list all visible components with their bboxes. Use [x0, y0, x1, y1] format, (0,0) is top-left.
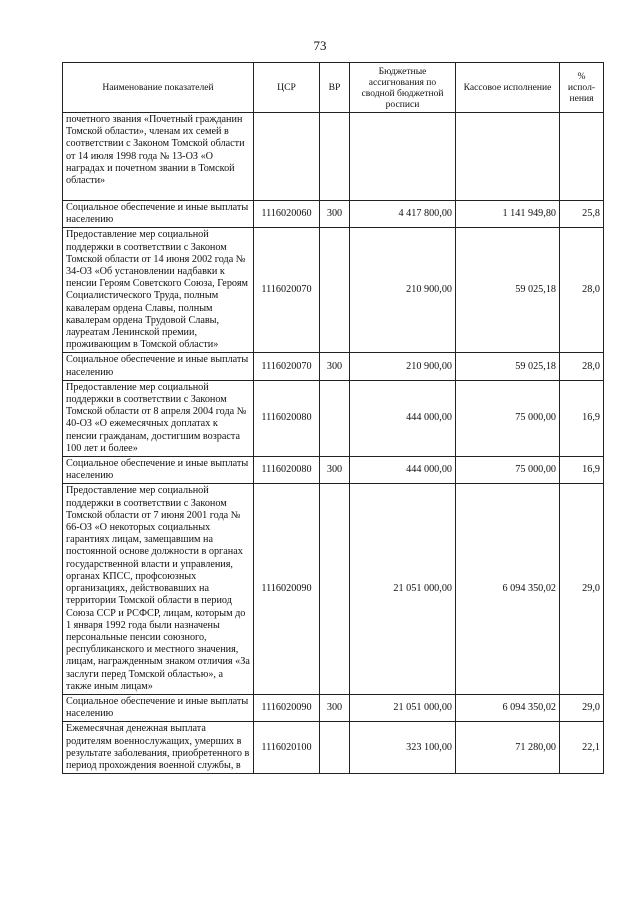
row-pct: 22,1: [560, 722, 604, 774]
row-assign: 210 900,00: [350, 228, 456, 353]
row-csr: 1116020090: [254, 484, 320, 694]
page-number: 73: [313, 38, 327, 53]
row-pct: 29,0: [560, 484, 604, 694]
row-pct: 28,0: [560, 353, 604, 380]
row-vr: [320, 113, 350, 201]
row-cash: 6 094 350,02: [456, 484, 560, 694]
row-assign: 444 000,00: [350, 457, 456, 484]
budget-table: [62, 62, 604, 774]
row-pct: [560, 113, 604, 201]
row-assign: 323 100,00: [350, 722, 456, 774]
row-pct: 29,0: [560, 694, 604, 721]
table-row: [63, 722, 604, 774]
table-row: [63, 380, 604, 456]
table-row: [63, 201, 604, 228]
row-csr: 1116020070: [254, 228, 320, 353]
header-assign: Бюджетные ассигнования по сводной бюджетной росписи: [350, 63, 456, 113]
row-cash: 75 000,00: [456, 380, 560, 456]
row-name: Социальное обеспечение и иные выплаты населению: [63, 201, 254, 228]
row-name: Предоставление мер социальной поддержки в соответствии с Законом Томской области от 14 июня 2002 года № 34-ОЗ «Об установлении надбавки к пенсии Героям Советского Союза, Героям Социалистического Труда, полным кавалерам ордена Славы, полным кавалерам ордена Трудовой Славы, лауреатам Ленинской премии, проживающим в Томской области»: [63, 228, 254, 353]
table-header-row: [63, 63, 604, 113]
row-csr: 1116020070: [254, 353, 320, 380]
row-assign: 4 417 800,00: [350, 201, 456, 228]
row-csr: 1116020080: [254, 380, 320, 456]
row-vr: 300: [320, 353, 350, 380]
row-assign: 21 051 000,00: [350, 484, 456, 694]
row-vr: [320, 228, 350, 353]
row-vr: [320, 380, 350, 456]
row-cash: 6 094 350,02: [456, 694, 560, 721]
row-vr: [320, 722, 350, 774]
row-cash: 59 025,18: [456, 228, 560, 353]
row-cash: 1 141 949,80: [456, 201, 560, 228]
row-name: Социальное обеспечение и иные выплаты населению: [63, 694, 254, 721]
row-name: Предоставление мер социальной поддержки в соответствии с Законом Томской области от 7 июня 2001 года № 66-ОЗ «О некоторых социальных гарантиях лицам, замещавшим на постоянной основе должности в органах государственной власти и управления, органах КПСС, профсоюзных организациях, действовавших на территории Томской области в период Союза ССР и РСФСР, лицам, которым до 1 января 1992 года были назначены персональные пенсии союзного, республиканского и местного значения, лицам, награжденным знаком отличия «За заслуги перед Томской областью», а также иным лицам»: [63, 484, 254, 694]
row-name: почетного звания «Почетный гражданин Томской области», членам их семей в соответствии с Законом Томской области от 14 июля 1998 года № 13-ОЗ «О наградах и почетном звании в Томской области»: [63, 113, 254, 201]
row-csr: 1116020060: [254, 201, 320, 228]
row-csr: 1116020100: [254, 722, 320, 774]
row-csr: 1116020090: [254, 694, 320, 721]
row-pct: 16,9: [560, 457, 604, 484]
row-name: Социальное обеспечение и иные выплаты населению: [63, 353, 254, 380]
row-vr: [320, 484, 350, 694]
table-row: [63, 228, 604, 353]
row-cash: 71 280,00: [456, 722, 560, 774]
table-row: [63, 113, 604, 201]
header-cash: Кассовое исполнение: [456, 63, 560, 113]
row-name: Предоставление мер социальной поддержки в соответствии с Законом Томской области от 8 апреля 2004 года № 40-ОЗ «О ежемесячных доплатах к пенсии гражданам, достигшим возраста 100 лет и более»: [63, 380, 254, 456]
row-vr: 300: [320, 201, 350, 228]
row-cash: [456, 113, 560, 201]
row-assign: 210 900,00: [350, 353, 456, 380]
table-row: [63, 484, 604, 694]
row-csr: [254, 113, 320, 201]
row-assign: [350, 113, 456, 201]
table-row: [63, 694, 604, 721]
header-csr: ЦСР: [254, 63, 320, 113]
row-cash: 75 000,00: [456, 457, 560, 484]
row-name: Ежемесячная денежная выплата родителям военнослужащих, умерших в результате заболевания, приобретенного в период прохождения военной службы, в: [63, 722, 254, 774]
header-vr: ВР: [320, 63, 350, 113]
row-assign: 444 000,00: [350, 380, 456, 456]
row-vr: 300: [320, 694, 350, 721]
row-pct: 25,8: [560, 201, 604, 228]
table-row: [63, 457, 604, 484]
row-vr: 300: [320, 457, 350, 484]
row-cash: 59 025,18: [456, 353, 560, 380]
row-name: Социальное обеспечение и иные выплаты населению: [63, 457, 254, 484]
table-row: [63, 353, 604, 380]
header-pct: % испол-нения: [560, 63, 604, 113]
row-pct: 16,9: [560, 380, 604, 456]
row-csr: 1116020080: [254, 457, 320, 484]
row-assign: 21 051 000,00: [350, 694, 456, 721]
header-name: Наименование показателей: [63, 63, 254, 113]
row-pct: 28,0: [560, 228, 604, 353]
